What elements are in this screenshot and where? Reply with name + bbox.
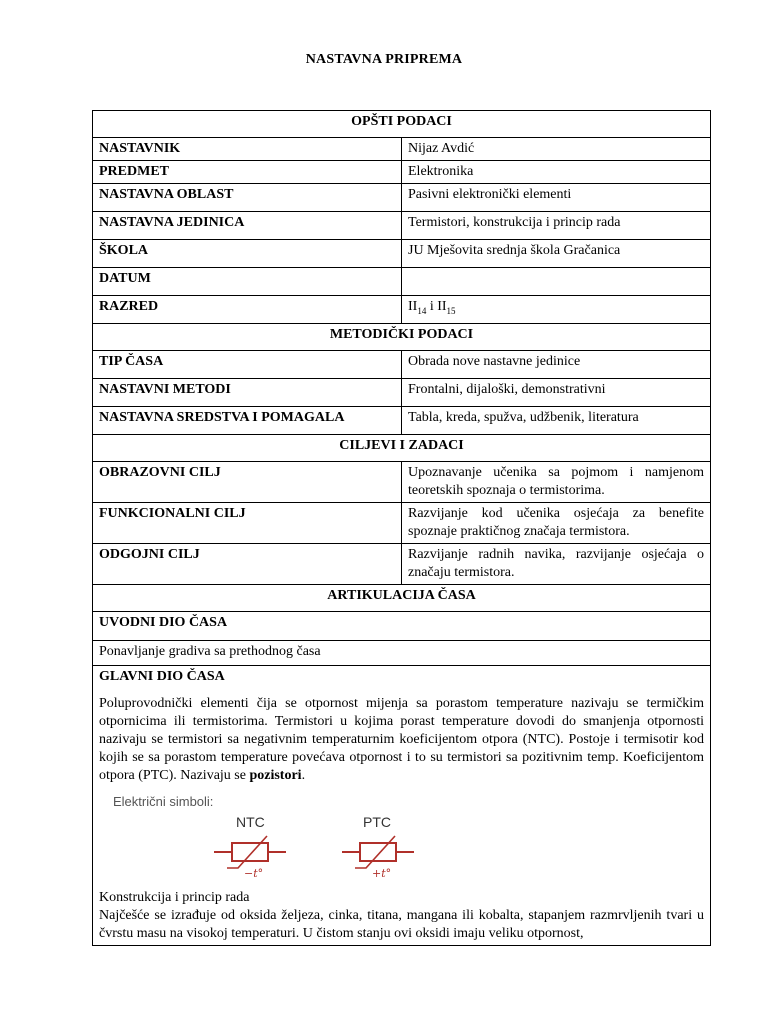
row-value: Pasivni elektronički elementi [402,184,711,212]
row-label: RAZRED [93,296,402,324]
ptc-label: PTC [363,814,391,830]
uvodni-text: Ponavljanje gradiva sa prethodnog časa [93,641,711,666]
glavni-text: Poluprovodnički elementi čija se otpornost mijenja sa porastom temperature nazivaju se termičkim otpornicima ili termistorima. Termistori u kojima porast temperature dovodi do smanjenja otpornosti nazivaju se termistori sa negativnim temperaturnim koeficijentom otpora (NTC). Postoje i termisotir kod kojih se sa porastom temperature povećava otpornost i to su termistori sa pozitivnim temp. Koeficijentom otpora (PTC). Nazivaju se [99,696,704,783]
row-label: NASTAVNI METODI [93,379,402,407]
ntc-label: NTC [236,814,265,830]
section-header-ciljevi: CILJEVI I ZADACI [93,435,711,462]
table-row [93,184,711,212]
table-row [93,296,711,324]
symbols-area [99,811,704,887]
lesson-plan-table [92,110,711,946]
row-value: Obrada nove nastavne jedinice [402,351,711,379]
table-row [93,351,711,379]
row-label: NASTAVNA SREDSTVA I POMAGALA [93,407,402,435]
section-header-opsti: OPŠTI PODACI [93,111,711,138]
row-label: TIP ČASA [93,351,402,379]
table-row [93,544,711,585]
glavni-section [93,666,711,946]
row-value: Elektronika [402,161,711,184]
table-row [93,407,711,435]
glavni-title: GLAVNI DIO ČASA [99,669,225,684]
row-label: NASTAVNA JEDINICA [93,212,402,240]
razred-base-2: II [437,299,447,314]
document-title: NASTAVNA PRIPREMA [305,52,463,67]
table-row [93,612,711,641]
section-header-artikulacija: ARTIKULACIJA ČASA [93,585,711,612]
uvodni-title: UVODNI DIO ČASA [93,612,711,641]
razred-sub-1: 14 [417,305,427,316]
row-value-date [402,268,711,296]
section-header-row [93,435,711,462]
glavni-bold-term: pozistori [249,768,302,783]
table-row [93,138,711,161]
ntc-symbol-icon [214,836,286,880]
razred-base-1: II [408,299,418,314]
table-row [93,268,711,296]
ptc-temp-label: +t° [372,867,392,880]
section-header-row [93,585,711,612]
table-row [93,462,711,503]
row-value: Frontalni, dijaloški, demonstrativni [402,379,711,407]
row-value: Tabla, kreda, spužva, udžbenik, literatura [402,407,711,435]
row-value: Termistori, konstrukcija i princip rada [402,212,711,240]
row-label: NASTAVNIK [93,138,402,161]
table-row [93,240,711,268]
razred-connector: i [426,299,438,314]
ntc-temp-label: −t° [244,867,264,880]
row-value-razred [402,296,711,324]
row-label: FUNKCIONALNI CILJ [93,503,402,544]
row-label: ODGOJNI CILJ [93,544,402,585]
ptc-symbol-icon [342,836,414,880]
section-header-row [93,324,711,351]
konstrukcija-text: Najčešće se izrađuje od oksida željeza, cinka, titana, mangana ili kobalta, stapanjem razmrvljenih tvari u čvrstu masu na visokoj temperaturi. U čistom stanju ovi oksidi imaju veliku otpornost, [99,908,704,941]
row-label: NASTAVNA OBLAST [93,184,402,212]
row-value: Upoznavanje učenika sa pojmom i namjenom teoretskih spoznaja o termistorima. [402,462,711,503]
row-label: PREDMET [93,161,402,184]
row-label: DATUM [93,268,402,296]
row-value: Razvijanje kod učenika osjećaja za benefite spoznaje praktičnog značaja termistora. [402,503,711,544]
glavni-end: . [301,768,306,783]
table-row [93,212,711,240]
row-label: OBRAZOVNI CILJ [93,462,402,503]
symbols-title: Električni simboli: [113,794,214,809]
table-row [93,161,711,184]
section-header-metodicki: METODIČKI PODACI [93,324,711,351]
row-value: Nijaz Avdić [402,138,711,161]
konstrukcija-title: Konstrukcija i princip rada [99,890,250,905]
section-header-row [93,111,711,138]
table-row [93,641,711,666]
glavni-paragraph [99,695,704,785]
row-value: JU Mješovita srednja škola Gračanica [402,240,711,268]
table-row [93,503,711,544]
row-label: ŠKOLA [93,240,402,268]
table-row [93,379,711,407]
thermistor-symbols [93,811,700,887]
table-row [93,666,711,946]
row-value: Razvijanje radnih navika, razvijanje osjećaja o značaju termistora. [402,544,711,585]
razred-sub-2: 15 [446,305,456,316]
